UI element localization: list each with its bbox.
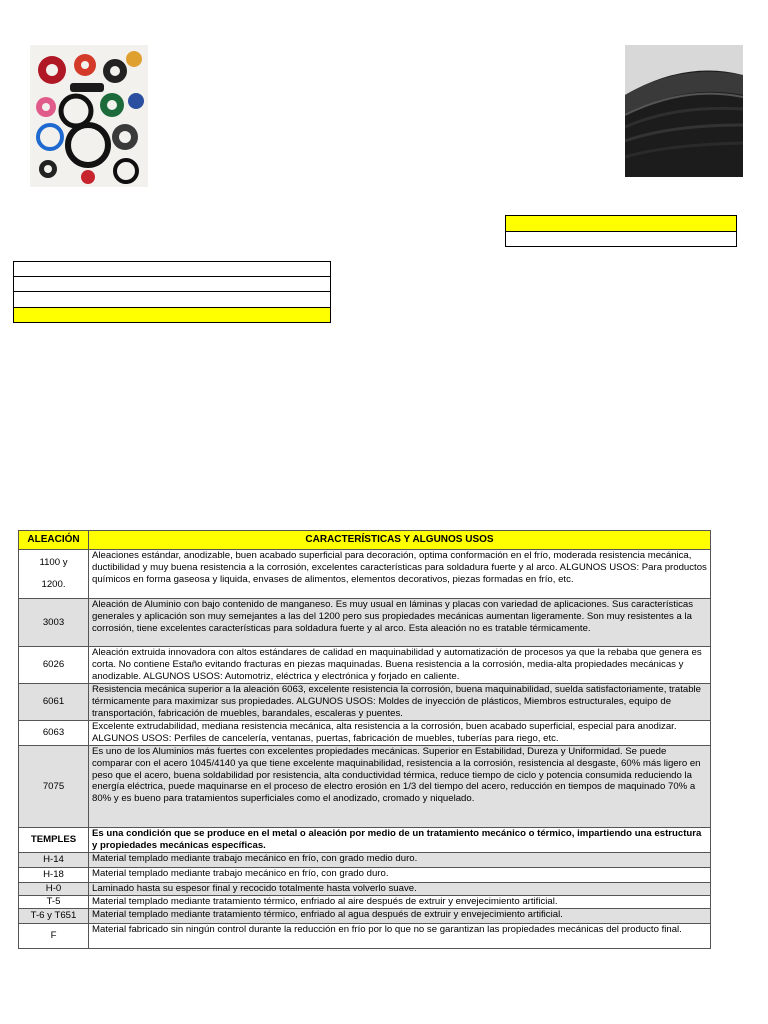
temper-code: H-14	[19, 853, 89, 868]
alloy-code	[19, 550, 89, 599]
temper-description	[89, 909, 711, 924]
alloy-code-line: 1200.	[41, 579, 66, 590]
highlight-bar	[13, 307, 331, 323]
alloy-description	[89, 684, 711, 721]
description-text: Material templado mediante tratamiento térmico, enfriado al agua después de extruir y envejecimiento artificial.	[92, 909, 563, 920]
temper-code: F	[19, 924, 89, 949]
description-text: Laminado hasta su espesor final y recocido totalmente hasta volverlo suave.	[92, 883, 417, 894]
description-text: Es una condición que se produce en el metal o aleación por medio de un tratamiento mecánico o térmico, impartiendo una estructura y propiedades mecánicas específicas.	[92, 828, 702, 851]
table-row	[19, 924, 711, 949]
alloy-description	[89, 550, 711, 599]
table-row	[19, 550, 711, 599]
rubber-parts-photo	[30, 45, 148, 187]
temper-description	[89, 896, 711, 909]
temper-code: T-6 y T651	[19, 909, 89, 924]
table-row	[19, 721, 711, 746]
table-row	[19, 853, 711, 868]
alloy-description	[89, 599, 711, 647]
alloy-code: 6026	[19, 647, 89, 684]
highlight-bar	[505, 215, 737, 232]
temper-description	[89, 868, 711, 883]
empty-field	[505, 231, 737, 247]
empty-field	[13, 261, 331, 277]
alloy-column-header: ALEACIÓN	[19, 531, 89, 550]
uses-column-header: CARACTERÍSTICAS Y ALGUNOS USOS	[89, 531, 711, 550]
description-text: Material templado mediante tratamiento térmico, enfriado al aire después de extruir y envejecimiento artificial.	[92, 896, 558, 907]
temper-description	[89, 853, 711, 868]
description-text: Aleación extruida innovadora con altos estándares de calidad en maquinabilidad y automatización de procesos ya que la rebaba que genera es corta. No contiene Estaño evitando fracturas en piezas maquinadas. Buena resistencia a la corrosión, media-alta propiedades mecánicas y anodizable. ALGUNOS USOS: Automotriz, eléctrica y electrónica y forjado en caliente.	[92, 647, 702, 682]
alloy-code: 6061	[19, 684, 89, 721]
rubber-roll-photo	[625, 45, 743, 177]
table-header-row	[19, 531, 711, 550]
table-row	[19, 883, 711, 896]
temper-definition	[89, 828, 711, 853]
alloy-code: 3003	[19, 599, 89, 647]
alloy-description	[89, 746, 711, 828]
description-text: Material templado mediante trabajo mecánico en frío, con grado medio duro.	[92, 853, 418, 864]
table-row	[19, 746, 711, 828]
description-text: Es uno de los Aluminios más fuertes con excelentes propiedades mecánicas. Superior en Estabilidad, Dureza y Uniformidad. Se puede comparar con el acero 1045/4140 ya que tiene excelente maquinabilidad, resistencia a la corrosión, resistencia al desgaste, 60% más ligero en peso que el acero, buena soldabilidad por resistencia, alta conductividad térmica, reduce tiempo de ciclo y potencia consumida reduciendo la energía eléctrica, puede maquinarse en el proceso de electro erosión en 1/3 del tiempo del acero, reducción en tiempos de maquinado 70% a 80% y es bueno para tratamientos superficiales como el anodizado, cromado y niquelado.	[92, 746, 701, 805]
alloy-description	[89, 721, 711, 746]
description-text: Aleaciones estándar, anodizable, buen acabado superficial para decoración, optima conformación en el frío, moderada resistencia mecánica, ductibilidad y muy buena resistencia a la corrosión, excelentes características para soldadura fuerte y al arco. ALGUNOS USOS: Para productos químicos en forma gaseosa y liquida, envases de alimentos, elementos decorativos, piezas formadas en frío, etc.	[92, 550, 707, 585]
table-row	[19, 828, 711, 853]
table-row	[19, 599, 711, 647]
temper-description	[89, 924, 711, 949]
description-text: Material templado mediante trabajo mecánico en frío, con grado duro.	[92, 868, 389, 879]
temper-code: H-18	[19, 868, 89, 883]
description-text: Resistencia mecánica superior a la aleación 6063, excelente resistencia la corrosión, buena maquinabilidad, suelda satisfactoriamente, tratable térmicamente para maximizar sus propiedades. ALGUNOS USOS: Moldes de inyección de plásticos, Miembros estructurales, equipo de transportación, fabricación de muebles, barandales, escaleras y puentes.	[92, 684, 702, 719]
alloy-code: 7075	[19, 746, 89, 828]
description-text: Aleación de Aluminio con bajo contenido de manganeso. Es muy usual en láminas y placas con variedad de aplicaciones. Sus características generales y aplicación son muy semejantes a las del 1200 pero sus propiedades mecánicas aumentan ligeramente. Son muy resistentes a la corrosión, tiene excelentes características para soldadura fuerte y al arco. Esta aleación no es tratable térmicamente.	[92, 599, 694, 634]
description-text: Excelente extrudabilidad, mediana resistencia mecánica, alta resistencia a la corrosión, buen acabado superficial, especial para anodizar. ALGUNOS USOS: Perfiles de cancelería, ventanas, puertas, fabricación de muebles, tuberías para riego, etc.	[92, 721, 677, 744]
table-row	[19, 684, 711, 721]
table-row	[19, 647, 711, 684]
table-row	[19, 909, 711, 924]
rubber-roll-image	[625, 45, 743, 177]
alloy-description	[89, 647, 711, 684]
rubber-parts-image	[30, 45, 148, 187]
empty-field	[13, 276, 331, 292]
empty-field	[13, 291, 331, 308]
table-row	[19, 896, 711, 909]
temper-code: H-0	[19, 883, 89, 896]
temper-description	[89, 883, 711, 896]
alloy-code-line: 1100 y	[39, 557, 68, 568]
temper-heading: TEMPLES	[19, 828, 89, 853]
table-row	[19, 868, 711, 883]
alloy-table	[18, 530, 711, 949]
temper-code: T-5	[19, 896, 89, 909]
alloy-code: 6063	[19, 721, 89, 746]
description-text: Material fabricado sin ningún control durante la reducción en frío por lo que no se garantizan las propiedades mecánicas del producto final.	[92, 924, 682, 935]
